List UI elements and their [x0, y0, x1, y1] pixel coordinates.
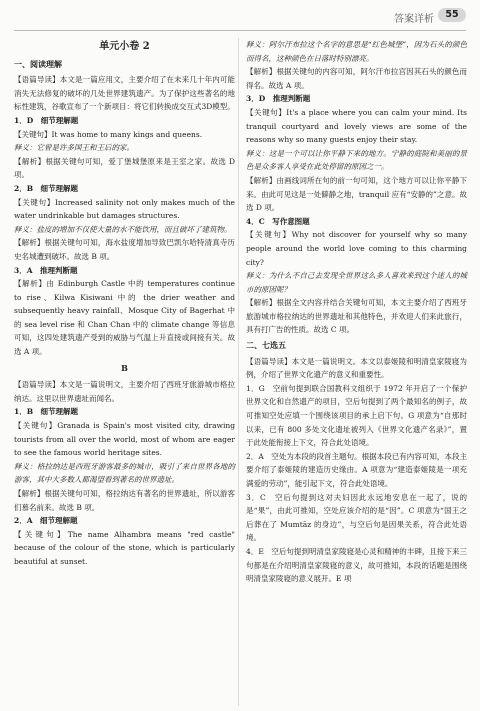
q2-translation: 释义：盐度的增加不仅使大量的水不能饮用，而且破坏了建筑物。	[14, 224, 232, 234]
header-rule	[14, 30, 466, 31]
qb1-translation: 释义：格拉纳达是西班牙游客最多的城市，吸引了来自世界各地的游客，其中大多数人都渴望看到著名的世界遗址。	[14, 461, 235, 485]
header-label: 答案详析	[394, 14, 434, 25]
qb4-translation: 释义：为什么不自己去发现全世界这么多人喜欢来到这个迷人的城市的原因呢？	[246, 271, 467, 294]
qb2-explanation: 【解析】根据关键句的内容可知，阿尔汗布拉宫因其石头的颜色而得名。故选 A 项。	[246, 67, 467, 90]
left-column	[14, 38, 235, 569]
guide-seven-five: 【语篇导读】本文是一篇说明文。本文以泰姬陵和明清皇家陵寝为例，介绍了世界文化遗产的意义和重要性。	[246, 356, 467, 380]
seven-five-answer-1: 1．G 空前句提到联合国教科文组织于 1972 年开启了一个保护世界文化和自然遗产的项目，空后句提到了两个最知名的例子，故可推知空处应填一个围绕该项目的承上启下句。G 项意为“自那时以来，已有 800 多处文化遗址被列入《世界文化遗产名录》”，置于此处能衔接上下文，符合此处语境。	[246, 383, 467, 448]
seven-five-answer-3: 3．C 空后句提到这对夫妇因此永远地安息在一起了，说的是“果”，由此可推知，空处应该介绍的是“因”。C 项意为“国王之后葬在了 Mumtāz 的身边”，与空后句是因果关系，符合此处语境。	[246, 492, 467, 543]
qb3-explanation: 【解析】由画线词所在句的前一句可知，这个地方可以让你平静下来。由此可见这是一处僻静之地，tranquil 应有“安静的”之意。故选 D 项。	[246, 175, 467, 213]
qb1-explanation: 【解析】根据关键句可知，格拉纳达有著名的世界遗址，所以游客们慕名前来。故选 B 项。	[14, 489, 235, 512]
question-3: 3．A 推理判断题	[14, 265, 78, 275]
question-1: 1．D 细节理解题	[14, 115, 79, 125]
qb3-translation: 释义：这是一个可以让你平静下来的地方。宁静的庭院和美丽的景色是众多客人享受在此处停留的原因之一。	[246, 148, 467, 172]
q2-key-sentence: 【关键句】Increased salinity not only makes much of the water undrinkable but damages structures.	[14, 197, 235, 221]
page-number-badge: 55	[438, 8, 466, 22]
section-heading-seven-five: 二、七选五	[246, 340, 286, 351]
guide-b: 【语篇导读】本文是一篇说明文，主要介绍了西班牙旅游城市格拉纳达。这里以世界遗址而闻名。	[14, 380, 235, 403]
qb3-key-sentence: 【关键句】It's a place where you can calm your mind. Its tranquil courtyard and lovely views are some of the reasons why so many guests enjoy their stay.	[246, 107, 467, 145]
question-b4: 4．C 写作意图题	[246, 216, 310, 226]
page-header	[0, 4, 480, 25]
qb4-key-sentence: 【关键句】Why not discover for yourself why so many people around the world love coming to this charming city?	[246, 230, 467, 267]
qb1-key-sentence: 【关键句】Granada is Spain's most visited city, drawing tourists from all over the world, most of whom are eager to see the famous world heritage sites.	[14, 421, 235, 458]
section-b-heading: B	[121, 362, 128, 373]
unit-title: 单元小卷 2	[99, 41, 150, 52]
question-b3: 3．D 推理判断题	[246, 94, 311, 104]
q1-explanation: 【解析】根据关键句可知，爱丁堡城堡原来是王室之家。故选 D 项。	[14, 156, 235, 180]
q3-explanation: 【解析】由 Edinburgh Castle 中的 temperatures continue to rise、Kilwa Kisiwani 中的 the drier weather and subsequently heavy rainfall、Mosque City of Bagerhat 中的 sea level rise 和 Chan Chan 中的 climate change 等信息可知，这四处建筑遗产受到的威胁与气温上升直接或间接有关。故选 A 项。	[14, 279, 235, 357]
q1-key-sentence: 【关键句】It was home to many kings and queens.	[14, 129, 203, 139]
question-b1: 1．B 细节理解题	[14, 407, 79, 417]
seven-five-answer-2: 2．A 空处为本段的段首主题句。根据本段已有内容可知，本段主要介绍了泰姬陵的建造历史缘由。A 项意为“建造泰姬陵是一项充满爱的劳动”，能引起下文，符合此处语境。	[246, 451, 467, 488]
question-b2: 2．A 细节理解题	[14, 516, 78, 526]
seven-five-answer-4: 4．E 空后句提到明清皇家陵寝是心灵和精神的丰碑，且接下来三句都是在介绍明清皇家陵寝的意义，故可推知，本段的话题是围绕明清皇家陵寝的意义展开。E 项	[246, 546, 467, 584]
question-2: 2．B 细节理解题	[14, 183, 79, 193]
guide-a: 【语篇导读】本文是一篇应用文，主要介绍了在未来几十年内可能消失无法修复的破坏的几处世界建筑遗产。为了保护这些著名的地标性建筑，谷歌宣布了一个新项目：将它们转换成交互式3D模型。	[14, 75, 235, 112]
qb2-translation: 释义：阿尔汗布拉这个名字的意思是“红色城堡”，因为石头的颜色而得名，这种颜色在日落时特别漂亮。	[246, 40, 467, 63]
q2-explanation: 【解析】根据关键句可知，海水盐度增加导致巴凯尔哈特清真寺历史名城遭到破坏。故选 B 项。	[14, 238, 235, 261]
qb2-key-sentence: 【关键句】The name Alhambra means "red castle" because of the colour of the stone, which is particularly beautiful at sunset.	[14, 529, 235, 566]
right-column	[246, 38, 467, 586]
column-divider	[238, 38, 239, 706]
q1-translation: 释义：它曾是许多国王和王后的家。	[14, 143, 134, 153]
section-heading-reading: 一、阅读理解	[14, 58, 62, 69]
qb4-explanation: 【解析】根据全文内容并结合关键句可知，本文主要介绍了西班牙旅游城市格拉纳达的世界遗址和其他特色，并欢迎人们来此旅行，具有打广告的性质。故选 C 项。	[246, 298, 467, 335]
